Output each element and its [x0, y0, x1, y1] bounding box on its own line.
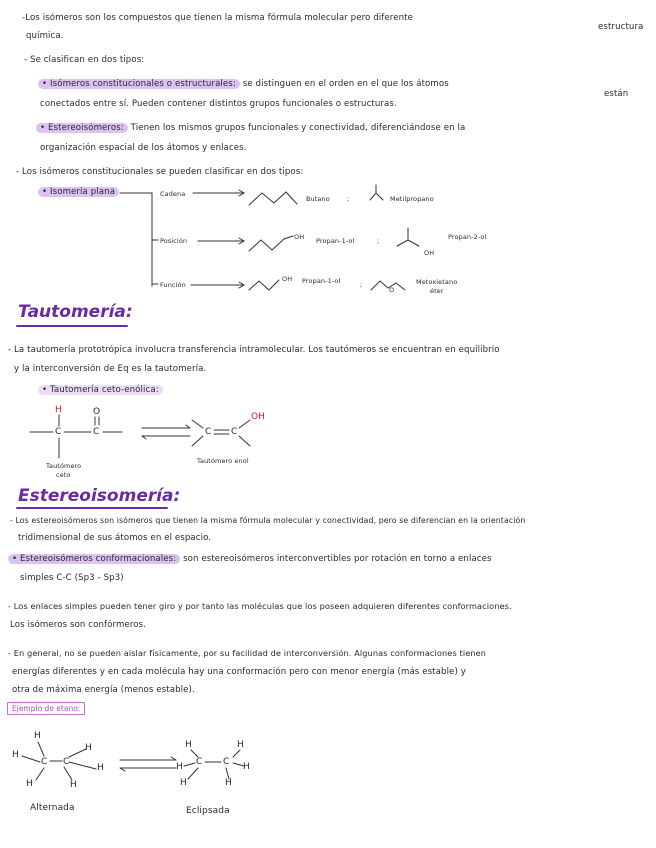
funcion-propanol-skeleton	[249, 280, 279, 290]
constitutional-text-1: se distinguen en el orden en el que los átomos	[242, 79, 449, 89]
para1-line-1: - Los enlaces simples pueden tener giro y por tanto las moléculas que los poseen adquieren diferentes conformaciones.	[8, 601, 512, 611]
posicion-item-propan-2-ol: Propan-2-ol	[448, 233, 487, 241]
conf-arrow-forward	[120, 757, 176, 760]
keto-label: • Tautomería ceto-enólica:	[38, 385, 163, 395]
conf-text-2: simples C-C (Sp3 - Sp3)	[20, 573, 124, 583]
caption-eclipsada: Eclipsada	[186, 806, 230, 816]
ecl-c1: C	[196, 757, 203, 767]
funcion-item-propanol: Propan-1-ol	[302, 277, 341, 285]
funcion-separator: ;	[360, 281, 363, 289]
stag-h-right-up: H	[85, 743, 92, 753]
enol-left-bonds	[192, 420, 203, 446]
enol-c1: C	[205, 427, 212, 437]
branch-cadena: Cadena	[160, 190, 186, 198]
stag-h-left: H	[12, 750, 19, 760]
branch-posicion: Posición	[160, 237, 188, 245]
stag-bonds-2	[22, 756, 72, 780]
plana-label: • Isomería plana	[38, 187, 119, 197]
constitutional-intro: - Los isómeros constitucionales se pueden clasificar en dos tipos:	[16, 167, 304, 177]
stag-c1: C	[41, 757, 48, 767]
butane-skeleton	[249, 192, 297, 205]
constitutional-label: • Isómeros constitucionales o estructurales:	[38, 79, 240, 89]
keto-o: O	[93, 407, 101, 417]
stereo-label: • Estereoisómeros:	[36, 123, 128, 133]
ecl-c2: C	[223, 757, 230, 767]
intro-line-1-end: estructura	[598, 22, 644, 32]
ecl-h-1: H	[185, 740, 192, 750]
ecl-bonds	[191, 750, 240, 762]
intro-line-2: química.	[26, 31, 64, 41]
cadena-item-butano: Butano	[306, 195, 330, 203]
stag-bonds	[38, 742, 96, 769]
keto-c2: C	[93, 427, 100, 437]
intro-line-1: -Los isómeros son los compuestos que tienen la misma fórmula molecular pero diferente	[22, 13, 414, 23]
enol-c2: C	[231, 427, 238, 437]
eq-arrow-forward	[142, 425, 190, 428]
constitutional-text-1-end: están	[604, 89, 629, 99]
para2-line-2: energías diferentes y en cada molécula hay una conformación pero con menor energía (más estable) y	[12, 667, 466, 677]
stag-h-bottom: H	[70, 780, 77, 790]
ecl-h-4: H	[243, 762, 250, 772]
tree-bracket	[120, 193, 152, 286]
conf-label: • Estereoisómeros conformacionales:	[8, 554, 180, 564]
arrow-cadena	[193, 190, 244, 196]
posicion-oh-1: OH	[294, 233, 305, 241]
posicion-separator: ;	[377, 237, 380, 245]
keto-carbonyl	[95, 417, 99, 425]
estereo-line-2: tridimensional de sus átomos en el espacio.	[18, 533, 212, 543]
arrow-funcion	[191, 282, 244, 288]
example-box: Ejemplo de etano:	[7, 702, 85, 715]
posicion-item-propan-1-ol: Propan-1-ol	[316, 237, 355, 245]
cadena-item-metilpropano: Metilpropano	[390, 195, 434, 203]
enol-double-bond	[214, 430, 229, 434]
keto-h: H	[55, 405, 62, 415]
caption-alternada: Alternada	[30, 803, 75, 813]
stereo-text-2: organización espacial de los átomos y enlaces.	[40, 143, 247, 153]
conf-text-1: son estereoisómeros interconvertibles por rotación en torno a enlaces	[183, 554, 492, 564]
tree-branches	[152, 240, 158, 284]
funcion-ether-skeleton	[371, 281, 405, 290]
enol-oh: OH	[251, 412, 266, 422]
cadena-separator: ;	[347, 195, 350, 203]
funcion-sub-eter: éter	[430, 287, 444, 295]
ecl-h-2: H	[237, 740, 244, 750]
branch-funcion: Función	[160, 281, 186, 289]
stag-h-left-down: H	[26, 779, 33, 789]
para1-line-2: Los isómeros son confórmeros.	[10, 620, 147, 630]
keto-caption-1: Tautómero	[46, 462, 82, 470]
para2-line-1: - En general, no se pueden aislar físicamente, por su facilidad de interconversión. Algunas conformaciones tienen	[8, 648, 487, 658]
stereo-text-1: Tienen los mismos grupos funcionales y conectividad, diferenciándose en la	[130, 123, 466, 133]
tautomeria-line-2: y la interconversión de Eq es la tautomería.	[14, 364, 207, 374]
classify-heading: - Se clasifican en dos tipos:	[24, 55, 145, 65]
ecl-bonds-2	[184, 763, 244, 779]
ecl-h-5: H	[180, 778, 187, 788]
arrow-posicion	[198, 238, 244, 244]
isobutane-skeleton	[370, 185, 383, 200]
tautomeria-line-1: - La tautomería prototrópica involucra transferencia intramolecular. Los tautómeros se encuentran en equilibrio	[8, 345, 500, 355]
funcion-o: O	[389, 286, 395, 294]
ecl-h-3: H	[176, 762, 183, 772]
eq-arrow-back	[142, 436, 190, 439]
estereo-title: Estereoisomería:	[18, 486, 181, 506]
enol-caption: Tautómero enol	[197, 457, 249, 465]
funcion-item-metoxietano: Metoxietano	[416, 278, 458, 286]
stag-h-top: H	[34, 731, 41, 741]
propan-2-ol-skeleton	[397, 228, 419, 246]
enol-right-bonds	[239, 420, 250, 446]
keto-caption-2: ceto	[56, 471, 71, 479]
stag-c2: C	[63, 757, 70, 767]
tautomeria-title: Tautomería:	[18, 302, 133, 322]
propan-1-ol-skeleton	[249, 236, 293, 251]
ecl-h-6: H	[225, 778, 232, 788]
constitutional-text-2: conectados entre sí. Pueden contener distintos grupos funcionales o estructuras.	[40, 99, 397, 109]
stag-h-right: H	[97, 763, 104, 773]
posicion-oh-2: OH	[424, 249, 435, 257]
estereo-line-1: - Los estereoisómeros son isómeros que tienen la misma fórmula molecular y conectividad, pero se diferencian en la orientación	[10, 516, 526, 525]
keto-c1: C	[55, 427, 62, 437]
para2-line-3: otra de máxima energía (menos estable).	[12, 685, 195, 695]
funcion-oh: OH	[282, 275, 293, 283]
conf-arrow-back	[120, 768, 176, 771]
